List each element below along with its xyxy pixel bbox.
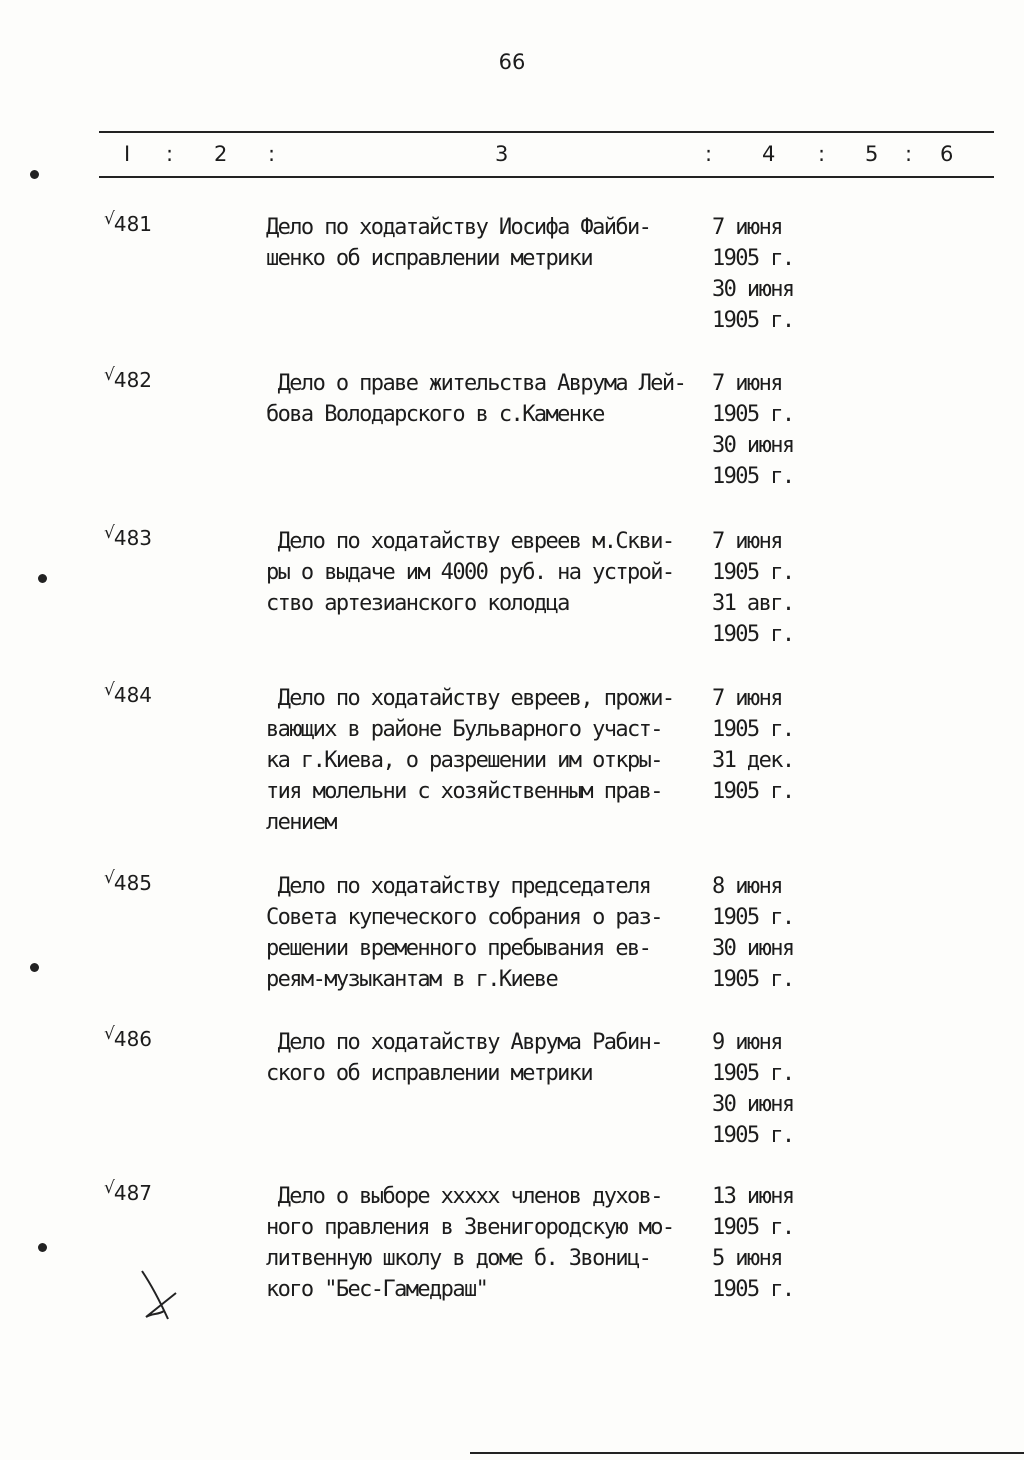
entry-dates: 13 июня 1905 г. 5 июня 1905 г. — [712, 1184, 794, 1302]
header-top-rule — [99, 131, 994, 133]
entry-number: √486 — [104, 1024, 153, 1051]
entry-dates: 7 июня 1905 г. 30 июня 1905 г. — [712, 371, 794, 489]
check-mark: √ — [104, 523, 115, 543]
entry-dates: 7 июня 1905 г. 31 дек. 1905 г. — [712, 686, 794, 804]
check-mark: √ — [104, 680, 115, 700]
entry-description: Дело по ходатайству Аврума Рабин- ского об исправлении метрики — [266, 1030, 662, 1086]
entry-description: Дело по ходатайству евреев м.Скви- ры о выдаче им 4000 руб. на устрой- ство артезианского колодца — [266, 529, 674, 616]
column-header-row — [0, 142, 1024, 170]
check-mark: √ — [104, 868, 115, 888]
check-mark: √ — [104, 365, 115, 385]
header-separator: : — [268, 142, 276, 166]
entry-dates: 7 июня 1905 г. 30 июня 1905 г. — [712, 215, 794, 333]
entry-number: √481 — [104, 209, 153, 236]
header-col-2: 2 — [214, 142, 228, 166]
punch-hole-icon — [38, 574, 47, 583]
header-col-1: I — [124, 142, 131, 166]
entry-description: Дело о выборе ххххх членов духов- ного правления в Звенигородскую мо- литвенную школу в доме б. Звониц- кого "Бес-Гамедраш" — [266, 1184, 674, 1302]
punch-hole-icon — [30, 170, 39, 179]
header-col-3: 3 — [495, 142, 509, 166]
entry-dates: 7 июня 1905 г. 31 авг. 1905 г. — [712, 529, 794, 647]
entry-description: Дело о праве жительства Аврума Лей- бова Володарского в с.Каменке — [266, 371, 686, 427]
punch-hole-icon — [38, 1243, 47, 1252]
entry-number: √487 — [104, 1178, 153, 1205]
entry-number: √484 — [104, 680, 153, 707]
entry-number: √483 — [104, 523, 153, 550]
entry-number: √482 — [104, 365, 153, 392]
header-separator: : — [705, 142, 713, 166]
header-bottom-rule — [99, 176, 994, 178]
entry-description: Дело по ходатайству Иосифа Файби- шенко об исправлении метрики — [266, 215, 651, 271]
check-mark: √ — [104, 1178, 115, 1198]
page-number: 66 — [498, 50, 526, 74]
entry-dates: 9 июня 1905 г. 30 июня 1905 г. — [712, 1030, 794, 1148]
header-col-6: 6 — [940, 142, 954, 166]
check-mark: √ — [104, 1024, 115, 1044]
header-col-4: 4 — [762, 142, 776, 166]
header-col-5: 5 — [865, 142, 879, 166]
entry-dates: 8 июня 1905 г. 30 июня 1905 г. — [712, 874, 794, 992]
footer-rule — [470, 1452, 1024, 1454]
header-separator: : — [166, 142, 174, 166]
punch-hole-icon — [30, 963, 39, 972]
entry-description: Дело по ходатайству председателя Совета купеческого собрания о раз- решении временного пребывания ев- реям-музыкантам в г.Киеве — [266, 874, 662, 992]
entry-description: Дело по ходатайству евреев, прожи- вающих в районе Бульварного участ- ка г.Киева, о разрешении им откры- тия молельни с хозяйственным прав- лением — [266, 686, 674, 835]
entry-number: √485 — [104, 868, 153, 895]
handwritten-mark-icon — [136, 1265, 186, 1325]
header-separator: : — [818, 142, 826, 166]
header-separator: : — [905, 142, 913, 166]
check-mark: √ — [104, 209, 115, 229]
